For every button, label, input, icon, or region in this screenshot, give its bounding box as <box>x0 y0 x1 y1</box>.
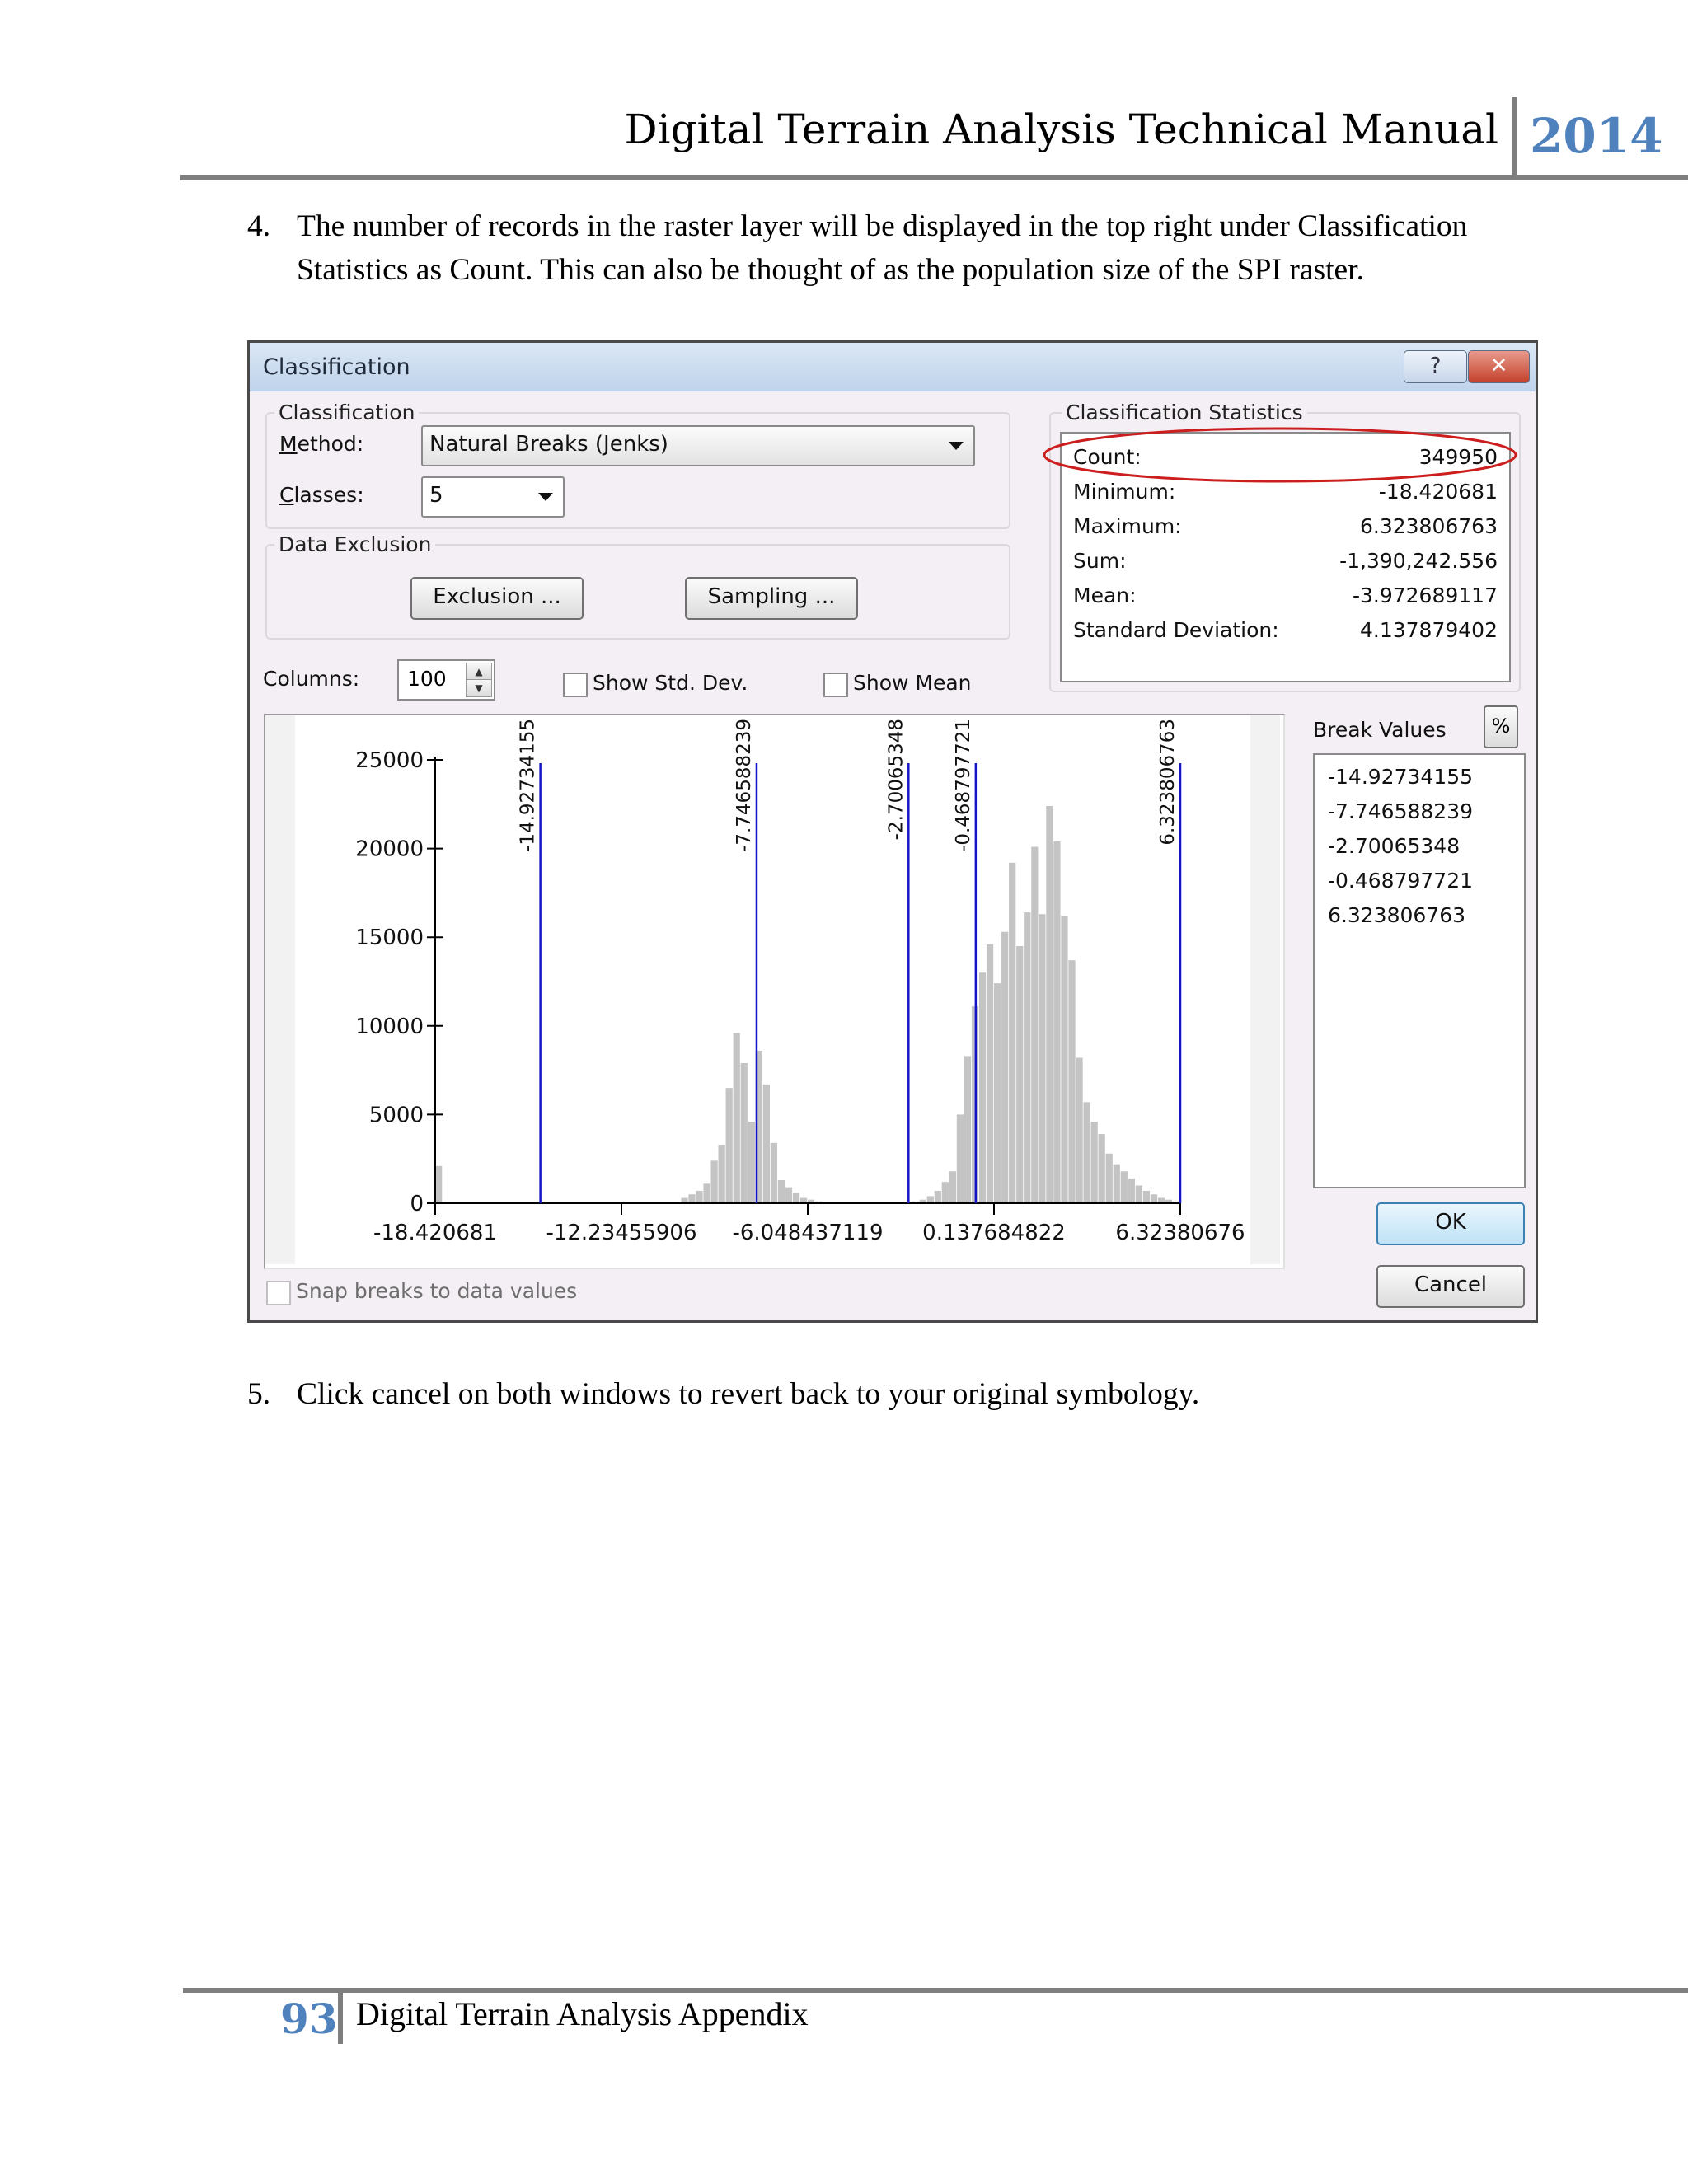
histogram-bar <box>734 1033 740 1203</box>
histogram-bar <box>688 1194 695 1203</box>
break-line-label: -2.70065348 <box>885 719 907 841</box>
histogram-bar <box>726 1088 733 1203</box>
break-values-list[interactable] <box>1313 753 1526 1188</box>
header-divider <box>1512 97 1517 178</box>
histogram-bar <box>950 1171 956 1203</box>
histogram-bar <box>741 1063 748 1203</box>
method-label: Method: <box>279 432 364 456</box>
histogram-bar <box>1031 846 1038 1203</box>
histogram-bar <box>1046 806 1053 1203</box>
break-line-label: 6.323806763 <box>1157 719 1179 846</box>
stat-label: Maximum: <box>1073 514 1182 538</box>
step-text: The number of records in the raster layer will be displayed in the top right under Classification Statistics as Count. This can also be thought of as the population size of the SPI raster. <box>297 209 1468 287</box>
y-tick-label: 20000 <box>355 837 424 862</box>
stat-value: 349950 <box>1418 445 1498 469</box>
histogram-bar <box>1024 912 1030 1203</box>
show-mean-checkbox[interactable] <box>823 673 848 697</box>
chevron-down-icon <box>949 442 964 450</box>
break-value[interactable]: -2.70065348 <box>1328 834 1461 858</box>
spin-down-icon[interactable]: ▼ <box>466 679 492 697</box>
histogram-bar <box>935 1191 941 1203</box>
histogram-svg <box>265 715 1280 1264</box>
page-number: 93 <box>280 1994 338 2043</box>
histogram-bar <box>1151 1194 1157 1203</box>
histogram-bar <box>979 972 986 1203</box>
plot-margin <box>265 715 295 1264</box>
stat-value: 6.323806763 <box>1359 514 1498 538</box>
classification-group-label: Classification <box>274 401 419 424</box>
stat-value: -18.420681 <box>1378 480 1498 504</box>
x-tick-label: -6.048437119 <box>732 1221 884 1245</box>
plot-margin <box>1250 715 1280 1264</box>
method-value: Natural Breaks (Jenks) <box>429 432 668 457</box>
data-exclusion-label: Data Exclusion <box>274 532 435 556</box>
classes-label: Classes: <box>279 483 364 507</box>
x-tick-label: 0.137684822 <box>922 1221 1066 1245</box>
histogram-bar <box>763 1085 770 1203</box>
histogram-bar <box>771 1143 777 1203</box>
footer-title: Digital Terrain Analysis Appendix <box>356 1995 809 2032</box>
histogram-bar <box>987 944 993 1203</box>
header-title: Digital Terrain Analysis Technical Manual <box>624 105 1498 153</box>
exclusion-button[interactable]: Exclusion ... <box>410 577 584 620</box>
y-tick-label: 25000 <box>355 748 424 773</box>
snap-breaks-checkbox[interactable] <box>266 1281 291 1305</box>
histogram-bar <box>1053 841 1060 1203</box>
histogram-bar <box>927 1196 934 1203</box>
histogram-bar <box>703 1183 710 1203</box>
sampling-button[interactable]: Sampling ... <box>685 577 858 620</box>
help-button[interactable]: ? <box>1404 350 1467 383</box>
step-number: 5. <box>247 1377 271 1411</box>
stat-label: Minimum: <box>1073 480 1176 504</box>
histogram-bar <box>1121 1171 1128 1203</box>
stat-label: Standard Deviation: <box>1073 618 1279 642</box>
histogram-chart[interactable] <box>264 714 1285 1269</box>
dialog-titlebar <box>250 343 1536 391</box>
cancel-button[interactable]: Cancel <box>1376 1265 1525 1308</box>
classes-label-rest: lasses: <box>293 483 364 507</box>
break-value[interactable]: 6.323806763 <box>1328 903 1466 927</box>
footer-rule <box>183 1988 1688 1993</box>
histogram-bar <box>748 1122 755 1203</box>
stat-label: Sum: <box>1073 549 1127 573</box>
histogram-bar <box>1001 932 1008 1203</box>
statistics-group-label: Classification Statistics <box>1062 401 1307 424</box>
show-std-dev-checkbox[interactable] <box>563 673 588 697</box>
y-tick-label: 15000 <box>355 926 424 951</box>
y-tick-label: 0 <box>410 1192 424 1216</box>
break-value[interactable]: -14.92734155 <box>1328 765 1474 789</box>
histogram-bar <box>1009 863 1015 1203</box>
histogram-bar <box>1076 1058 1082 1203</box>
histogram-bar <box>785 1188 792 1203</box>
header-rule <box>180 175 1688 180</box>
step-number: 4. <box>247 209 271 243</box>
stat-label: Count: <box>1073 445 1142 469</box>
histogram-bar <box>1128 1179 1135 1203</box>
stat-value: -3.972689117 <box>1352 583 1498 607</box>
histogram-bar <box>1114 1165 1120 1203</box>
histogram-bar <box>942 1182 949 1203</box>
spin-up-icon[interactable]: ▲ <box>466 663 492 681</box>
histogram-bar <box>793 1193 799 1203</box>
columns-spinner[interactable] <box>397 659 495 701</box>
chevron-down-icon <box>538 493 553 501</box>
histogram-bar <box>1099 1134 1105 1203</box>
histogram-bar <box>710 1160 717 1203</box>
method-dropdown[interactable] <box>421 425 975 466</box>
histogram-bar <box>435 1166 442 1203</box>
columns-label: Columns: <box>263 667 360 691</box>
stat-value: -1,390,242.556 <box>1339 549 1498 573</box>
break-value[interactable]: -0.468797721 <box>1328 869 1474 893</box>
x-tick-label: -18.420681 <box>373 1221 497 1245</box>
histogram-bar <box>1061 916 1067 1203</box>
step-text: Click cancel on both windows to revert back to your original symbology. <box>297 1377 1200 1411</box>
histogram-bar <box>957 1114 964 1203</box>
histogram-bar <box>1016 946 1023 1203</box>
y-tick-label: 5000 <box>368 1103 424 1128</box>
histogram-bar <box>994 983 1001 1203</box>
method-label-rest: ethod: <box>297 432 364 456</box>
histogram-bar <box>719 1145 725 1203</box>
break-value[interactable]: -7.746588239 <box>1328 799 1474 823</box>
break-values-label: Break Values <box>1313 718 1447 742</box>
x-tick-label: -12.23455906 <box>546 1221 697 1245</box>
histogram-bar <box>1083 1102 1090 1203</box>
dialog-title: Classification <box>263 354 410 380</box>
columns-value: 100 <box>407 667 447 691</box>
break-line-label: -0.468797721 <box>952 719 974 852</box>
histogram-bar <box>1039 914 1045 1203</box>
classes-dropdown[interactable] <box>421 476 565 518</box>
histogram-bar <box>1143 1191 1150 1203</box>
stat-label: Mean: <box>1073 583 1137 607</box>
percent-button[interactable]: % <box>1484 705 1518 748</box>
classes-value: 5 <box>429 483 443 508</box>
break-line-label: -14.92734155 <box>517 719 539 852</box>
ok-button[interactable]: OK <box>1376 1202 1525 1245</box>
show-std-dev-label: Show Std. Dev. <box>593 671 748 695</box>
footer-divider <box>338 1988 343 2044</box>
histogram-bar <box>1068 960 1075 1203</box>
histogram-bar <box>1136 1185 1142 1203</box>
histogram-bar <box>1106 1154 1113 1203</box>
stat-value: 4.137879402 <box>1359 618 1498 642</box>
histogram-bar <box>964 1056 971 1203</box>
data-exclusion-group <box>265 544 1010 640</box>
classification-dialog <box>247 340 1538 1323</box>
histogram-bar <box>1091 1122 1098 1203</box>
x-tick-label: 6.32380676 <box>1115 1221 1245 1245</box>
count-highlight-ellipse <box>1041 425 1519 485</box>
histogram-bar <box>696 1191 702 1203</box>
histogram-bar <box>778 1180 785 1203</box>
close-button[interactable]: ✕ <box>1468 350 1530 383</box>
show-mean-label: Show Mean <box>853 671 972 695</box>
header-year: 2014 <box>1530 108 1663 164</box>
y-tick-label: 10000 <box>355 1014 424 1039</box>
snap-breaks-label: Snap breaks to data values <box>296 1279 578 1303</box>
break-line-label: -7.746588239 <box>733 719 755 852</box>
